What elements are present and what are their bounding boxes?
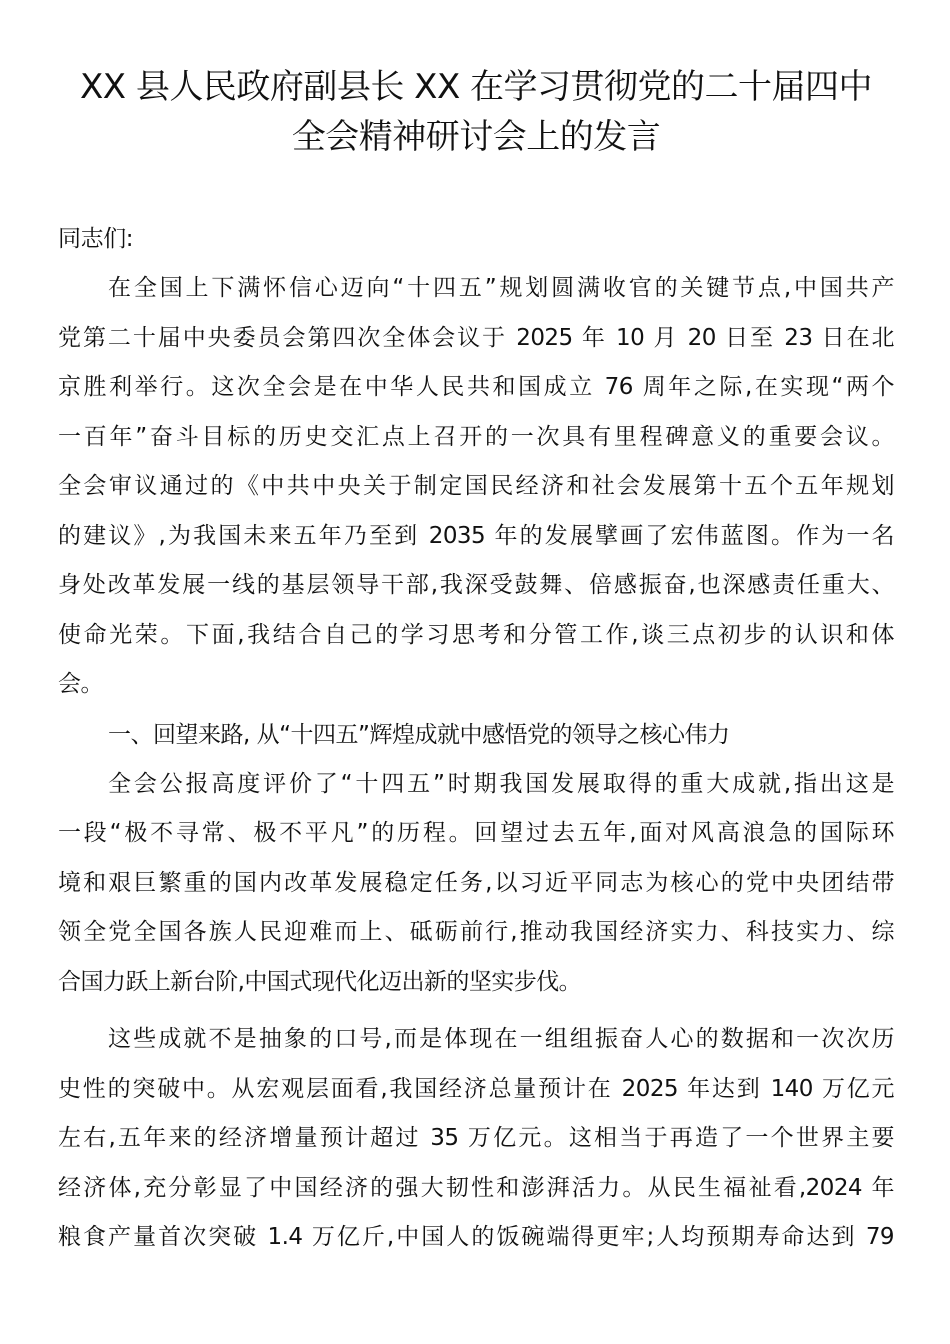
text-line: 京胜利举行。这次全会是在中华人民共和国成立 76 周年之际,在实现“两个 — [58, 374, 894, 400]
text-line: 的建议》,为我国未来五年乃至到 2035 年的发展擘画了宏伟蓝图。作为一名 — [58, 522, 894, 549]
text-line: 合国力跃上新台阶,中国式现代化迈出新的坚实步伐。 — [58, 968, 582, 995]
paragraph-intro — [58, 264, 894, 710]
text-line: 党第二十届中央委员会第四次全体会议于 2025 年 10 月 20 日至 23 日在北 — [58, 324, 894, 351]
text-line: 全会审议通过的《中共中央关于制定国民经济和社会发展第十五个五年规划 — [58, 473, 894, 499]
section-heading-1: 一、回望来路, 从“十四五”辉煌成就中感悟党的领导之核心伟力 — [108, 721, 730, 748]
text-line: 境和艰巨繁重的国内改革发展稳定任务,以习近平同志为核心的党中央团结带 — [58, 869, 894, 896]
text-line: 史性的突破中。从宏观层面看,我国经济总量预计在 2025 年达到 140 万亿元 — [58, 1075, 894, 1102]
text-line: 粮食产量首次突破 1.4 万亿斤,中国人的饭碗端得更牢;人均预期寿命达到 79 — [58, 1224, 894, 1250]
text-line: 一段“极不寻常、极不平凡”的历程。回望过去五年,面对风高浪急的国际环 — [58, 820, 894, 846]
text-line: 经济体,充分彰显了中国经济的强大韧性和澎湃活力。从民生福祉看,2024 年 — [58, 1174, 894, 1201]
text-line: 这些成就不是抽象的口号,而是体现在一组组振奋人心的数据和一次次历 — [108, 1026, 894, 1052]
title-line-2: 全会精神研讨会上的发言 — [291, 117, 661, 157]
text-line: 全会公报高度评价了“十四五”时期我国发展取得的重大成就,指出这是 — [108, 770, 894, 797]
text-line: 使命光荣。下面,我结合自己的学习思考和分管工作,谈三点初步的认识和体 — [58, 621, 894, 648]
salutation: 同志们: — [58, 226, 134, 252]
text-line: 身处改革发展一线的基层领导干部,我深受鼓舞、倍感振奋,也深感责任重大、 — [58, 572, 894, 598]
paragraph-achievements — [58, 760, 894, 1008]
document-page — [58, 62, 894, 1263]
text-line: 会。 — [58, 671, 103, 697]
text-line: 左右,五年来的经济增量预计超过 35 万亿元。这相当于再造了一个世界主要 — [58, 1125, 894, 1151]
text-line: 领全党全国各族人民迎难而上、砥砺前行,推动我国经济实力、科技实力、综 — [58, 919, 894, 945]
text-line: 一百年”奋斗目标的历史交汇点上召开的一次具有里程碑意义的重要会议。 — [58, 423, 894, 450]
title-line-1: XX 县人民政府副县长 XX 在学习贯彻党的二十届四中 — [79, 67, 873, 107]
document-title — [58, 62, 894, 162]
paragraph-data — [58, 1015, 894, 1263]
text-line: 在全国上下满怀信心迈向“十四五”规划圆满收官的关键节点,中国共产 — [108, 275, 894, 301]
